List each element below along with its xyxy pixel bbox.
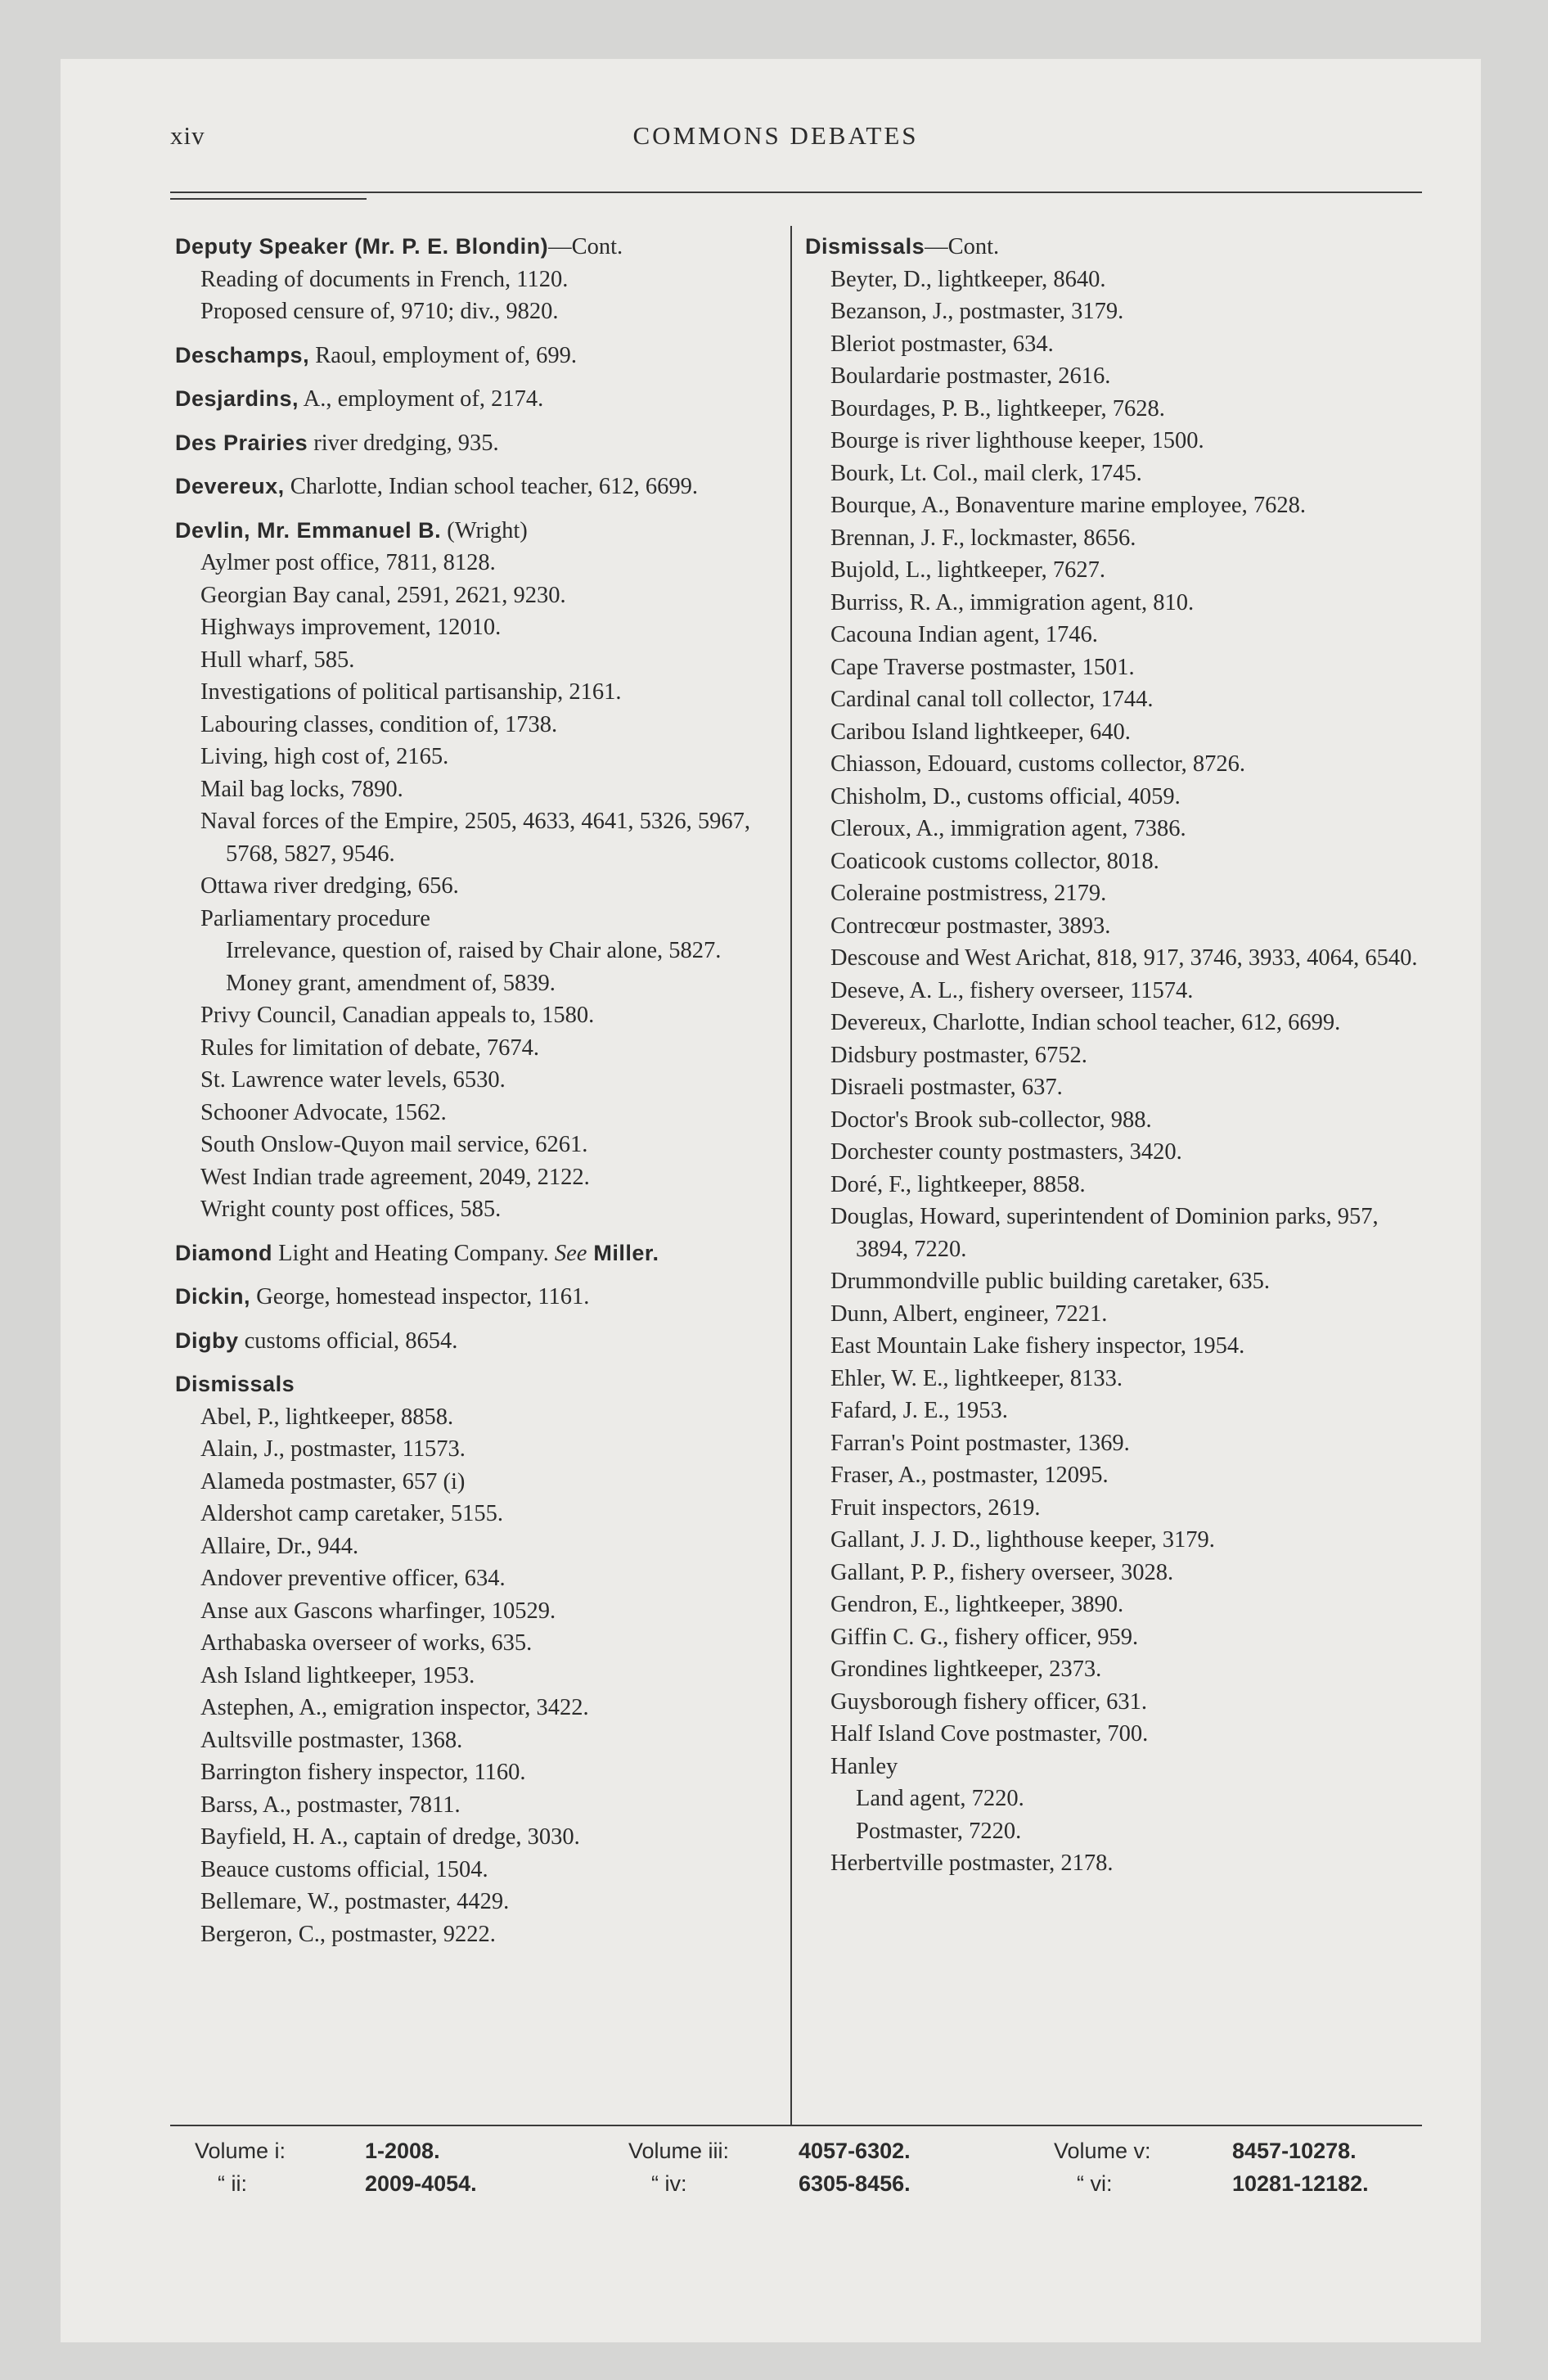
index-subentry (175, 1854, 781, 1886)
index-text: Light and Heating Company. (272, 1240, 555, 1266)
index-text: Gendron, E., lightkeeper, 3890. (830, 1592, 1124, 1617)
index-text: Bezanson, J., postmaster, 3179. (830, 299, 1124, 324)
index-subentry (805, 1783, 1419, 1815)
index-text: Cleroux, A., immigration agent, 7386. (830, 816, 1186, 841)
index-text: Money grant, amendment of, 5839. (226, 970, 556, 996)
index-subentry (175, 547, 781, 579)
index-text: Dunn, Albert, engineer, 7221. (830, 1300, 1108, 1327)
index-heading: Deputy Speaker (Mr. P. E. Blondin) (175, 234, 549, 259)
index-subentry (175, 1193, 781, 1226)
index-text: Anse aux Gascons wharfinger, 10529. (200, 1598, 556, 1624)
index-heading-entry (175, 1281, 781, 1314)
volume-range: 2009-4054. (365, 2171, 477, 2196)
volume-range: 10281-12182. (1232, 2171, 1369, 2196)
index-text: —Cont. (925, 234, 1000, 259)
index-text: Bleriot postmaster, 634. (830, 331, 1054, 357)
index-heading-entry (805, 231, 1419, 264)
index-text: Schooner Advocate, 1562. (200, 1099, 447, 1125)
index-subentry (805, 1815, 1419, 1848)
index-subentry (805, 1427, 1419, 1460)
index-subentry (175, 1032, 781, 1065)
index-heading: Digby (175, 1327, 239, 1353)
index-text: Postmaster, 7220. (856, 1818, 1022, 1844)
volume-label: “ vi: (1077, 2171, 1113, 2196)
index-text: Hanley (830, 1753, 898, 1779)
index-heading: Devlin, Mr. Emmanuel B. (175, 517, 442, 543)
index-text: Land agent, 7220. (856, 1786, 1024, 1811)
index-subentry (175, 611, 781, 644)
index-text: South Onslow-Quyon mail service, 6261. (200, 1132, 588, 1157)
index-subentry (805, 393, 1419, 426)
index-subentry (175, 1401, 781, 1434)
volume-range: 4057-6302. (799, 2139, 911, 2163)
index-text: Disraeli postmaster, 637. (830, 1075, 1063, 1100)
index-text: Gallant, J. J. D., lighthouse keeper, 3179. (830, 1527, 1215, 1553)
index-heading: Desjardins, (175, 386, 299, 411)
page-number: xiv (170, 121, 205, 150)
index-subentry (175, 1562, 781, 1595)
index-text: Mail bag locks, 7890. (200, 776, 403, 802)
cross-reference-heading: Miller. (587, 1240, 659, 1265)
index-subentry (805, 877, 1419, 910)
index-text: river dredging, 935. (308, 430, 499, 456)
volume-legend (195, 2134, 1422, 2208)
index-text: Aldershot camp caretaker, 5155. (200, 1501, 503, 1526)
index-subentry (175, 870, 781, 903)
index-subentry (175, 999, 781, 1032)
index-heading: Des Prairies (175, 430, 308, 455)
index-subentry (175, 1466, 781, 1499)
index-subentry (805, 1395, 1419, 1427)
index-text: Fafard, J. E., 1953. (830, 1398, 1008, 1423)
index-subentry (805, 489, 1419, 522)
index-text: Coleraine postmistress, 2179. (830, 881, 1107, 906)
index-subentry (805, 619, 1419, 651)
right-column (805, 231, 1419, 1880)
index-text: Aultsville postmaster, 1368. (200, 1727, 463, 1753)
index-text: (Wright) (441, 517, 528, 543)
index-text: Privy Council, Canadian appeals to, 1580. (200, 1003, 595, 1028)
index-text: Drummondville public building caretaker, 635. (830, 1269, 1271, 1294)
index-text: Beauce customs official, 1504. (200, 1856, 488, 1882)
index-subentry (175, 579, 781, 612)
index-subentry (175, 903, 781, 935)
see-reference: See (554, 1240, 587, 1266)
index-text: Cape Traverse postmaster, 1501. (830, 654, 1135, 680)
index-subentry (805, 975, 1419, 1007)
index-subentry (805, 1459, 1419, 1492)
index-subentry (175, 264, 781, 296)
index-subentry (805, 1686, 1419, 1719)
index-text: Descouse and West Arichat, 818, 917, 3746, 3933, 4064, 6540. (830, 945, 1418, 971)
index-text: Ash Island lightkeeper, 1953. (200, 1662, 475, 1688)
index-text: Highways improvement, 12010. (200, 615, 502, 640)
index-text: Bujold, L., lightkeeper, 7627. (830, 557, 1106, 583)
index-text: Gallant, P. P., fishery overseer, 3028. (830, 1559, 1174, 1585)
index-subentry (805, 781, 1419, 814)
header-rule-short (170, 198, 367, 200)
index-subentry (805, 1653, 1419, 1686)
volume-label: Volume v: (1054, 2139, 1151, 2163)
index-text: Grondines lightkeeper, 2373. (830, 1657, 1102, 1682)
index-subentry (805, 425, 1419, 458)
index-subentry (175, 644, 781, 677)
index-subentry (805, 942, 1419, 975)
index-subentry (175, 1097, 781, 1129)
index-subentry (175, 773, 781, 806)
index-subentry (175, 967, 781, 1000)
index-text: Deseve, A. L., fishery overseer, 11574. (830, 977, 1194, 1003)
index-heading-entry (175, 1237, 781, 1270)
index-text: Cardinal canal toll collector, 1744. (830, 687, 1154, 712)
index-subentry (805, 1201, 1419, 1265)
index-subentry (175, 1161, 781, 1194)
index-text: Half Island Cove postmaster, 700. (830, 1721, 1149, 1747)
index-subentry (175, 1530, 781, 1563)
index-subentry (175, 1498, 781, 1530)
index-text: A., employment of, 2174. (299, 386, 544, 412)
index-text: Proposed censure of, 9710; div., 9820. (200, 299, 559, 324)
header-rule (170, 192, 1422, 193)
index-heading: Devereux, (175, 474, 285, 498)
index-text: Cacouna Indian agent, 1746. (830, 622, 1098, 647)
index-subentry (805, 360, 1419, 393)
index-text: Ottawa river dredging, 656. (200, 873, 459, 899)
index-heading-entry (175, 427, 781, 460)
index-heading-entry (175, 471, 781, 503)
left-column (175, 231, 781, 1950)
index-heading-entry (175, 383, 781, 416)
index-subentry (805, 458, 1419, 490)
index-text: Bergeron, C., postmaster, 9222. (200, 1921, 496, 1947)
index-subentry (175, 1692, 781, 1724)
index-text: Investigations of political partisanship, 2161. (200, 679, 622, 705)
index-text: Brennan, J. F., lockmaster, 8656. (830, 525, 1136, 551)
index-subentry (805, 1718, 1419, 1751)
index-text: Coaticook customs collector, 8018. (830, 848, 1159, 874)
index-subentry (805, 1169, 1419, 1201)
index-text: Chisholm, D., customs official, 4059. (830, 783, 1181, 809)
index-subentry (175, 295, 781, 328)
index-subentry (805, 1136, 1419, 1169)
index-subentry (805, 716, 1419, 749)
index-subentry (175, 1660, 781, 1693)
index-text: Barrington fishery inspector, 1160. (200, 1760, 526, 1785)
index-subentry (805, 587, 1419, 620)
index-text: Labouring classes, condition of, 1738. (200, 711, 558, 737)
index-subentry (805, 1524, 1419, 1557)
index-text: Irrelevance, question of, raised by Chair alone, 5827. (226, 938, 722, 963)
index-subentry (175, 1724, 781, 1757)
index-heading: Dismissals (805, 234, 925, 259)
index-subentry (805, 813, 1419, 845)
index-text: Aylmer post office, 7811, 8128. (200, 550, 496, 575)
index-text: Ehler, W. E., lightkeeper, 8133. (830, 1365, 1123, 1391)
index-text: Didsbury postmaster, 6752. (830, 1042, 1087, 1068)
index-subentry (175, 741, 781, 773)
index-subentry (175, 935, 781, 967)
index-heading: Dickin, (175, 1284, 251, 1309)
index-text: Rules for limitation of debate, 7674. (200, 1034, 539, 1061)
index-subentry (805, 295, 1419, 328)
index-subentry (805, 845, 1419, 878)
index-subentry (175, 709, 781, 741)
footer-rule (170, 2125, 1422, 2126)
index-subentry (805, 1039, 1419, 1072)
index-text: West Indian trade agreement, 2049, 2122. (200, 1164, 590, 1190)
index-text: —Cont. (548, 234, 623, 259)
index-subentry (175, 1627, 781, 1660)
index-text: Naval forces of the Empire, 2505, 4633, 4641, 5326, 5967, 5768, 5827, 9546. (200, 809, 750, 867)
index-subentry (805, 1847, 1419, 1880)
index-text: Caribou Island lightkeeper, 640. (830, 719, 1131, 745)
index-text: Raoul, employment of, 699. (309, 342, 577, 368)
index-text: Bourk, Lt. Col., mail clerk, 1745. (830, 460, 1142, 486)
index-subentry (175, 805, 781, 870)
volume-label: Volume i: (195, 2139, 286, 2163)
index-heading-entry (175, 340, 781, 372)
index-text: Herbertville postmaster, 2178. (830, 1850, 1114, 1876)
index-text: Contrecœur postmaster, 3893. (830, 913, 1111, 939)
index-text: Wright county post offices, 585. (200, 1197, 502, 1222)
index-text: Douglas, Howard, superintendent of Dominion parks, 957, 3894, 7220. (830, 1204, 1379, 1262)
index-text: Arthabaska overseer of works, 635. (200, 1630, 533, 1656)
index-heading-entry (175, 515, 781, 548)
index-heading-entry (175, 231, 781, 264)
index-text: Reading of documents in French, 1120. (200, 266, 569, 292)
index-text: Charlotte, Indian school teacher, 612, 6699. (284, 474, 698, 499)
volume-label: Volume iii: (628, 2139, 730, 2163)
volume-range: 1-2008. (365, 2139, 440, 2163)
index-subentry (805, 910, 1419, 943)
index-text: Bourque, A., Bonaventure marine employee, 7628. (830, 493, 1306, 518)
index-subentry (805, 1621, 1419, 1654)
index-text: Dorchester county postmasters, 3420. (830, 1139, 1182, 1165)
volume-range: 6305-8456. (799, 2171, 911, 2196)
index-subentry (175, 1595, 781, 1628)
index-text: Georgian Bay canal, 2591, 2621, 9230. (200, 582, 566, 608)
index-text: Andover preventive officer, 634. (200, 1566, 506, 1591)
index-subentry (805, 1298, 1419, 1331)
index-text: Bourdages, P. B., lightkeeper, 7628. (830, 395, 1165, 421)
index-subentry (805, 651, 1419, 684)
index-text: Burriss, R. A., immigration agent, 810. (830, 589, 1195, 615)
index-text: Chiasson, Edouard, customs collector, 8726. (830, 751, 1246, 777)
index-subentry (805, 1007, 1419, 1039)
index-text: customs official, 8654. (238, 1327, 458, 1354)
index-text: Bayfield, H. A., captain of dredge, 3030. (200, 1824, 580, 1850)
index-text: Farran's Point postmaster, 1369. (830, 1430, 1130, 1456)
index-text: Alameda postmaster, 657 (i) (200, 1468, 466, 1494)
index-heading-entry (175, 1368, 781, 1401)
volume-label: “ ii: (218, 2171, 247, 2196)
index-subentry (805, 328, 1419, 361)
volume-range: 8457-10278. (1232, 2139, 1357, 2163)
index-text: Barss, A., postmaster, 7811. (200, 1792, 461, 1818)
index-text: Astephen, A., emigration inspector, 3422. (200, 1695, 589, 1720)
index-text: St. Lawrence water levels, 6530. (200, 1067, 506, 1093)
index-text: Abel, P., lightkeeper, 8858. (200, 1404, 454, 1430)
index-text: Fraser, A., postmaster, 12095. (830, 1463, 1109, 1488)
index-text: Beyter, D., lightkeeper, 8640. (830, 266, 1106, 292)
index-subentry (805, 1363, 1419, 1395)
running-title: COMMONS DEBATES (632, 121, 919, 150)
index-subentry (805, 1330, 1419, 1363)
index-subentry (805, 1557, 1419, 1589)
index-text: Giffin C. G., fishery officer, 959. (830, 1624, 1139, 1650)
page-header (170, 121, 1381, 162)
index-text: Bellemare, W., postmaster, 4429. (200, 1889, 510, 1914)
index-text: Hull wharf, 585. (200, 647, 355, 673)
index-text: Fruit inspectors, 2619. (830, 1494, 1041, 1521)
index-subentry (175, 676, 781, 709)
index-subentry (805, 522, 1419, 555)
index-page (61, 59, 1481, 2342)
index-text: Alain, J., postmaster, 11573. (200, 1436, 466, 1462)
index-subentry (805, 1589, 1419, 1621)
index-subentry (805, 264, 1419, 296)
index-text: East Mountain Lake fishery inspector, 1954. (830, 1333, 1245, 1359)
index-subentry (175, 1064, 781, 1097)
index-text: Allaire, Dr., 944. (200, 1533, 359, 1559)
index-subentry (175, 1433, 781, 1466)
index-text: Boulardarie postmaster, 2616. (830, 363, 1111, 389)
index-text: Devereux, Charlotte, Indian school teacher, 612, 6699. (830, 1010, 1341, 1035)
index-subentry (175, 1918, 781, 1951)
volume-label: “ iv: (651, 2171, 687, 2196)
index-text: Bourge is river lighthouse keeper, 1500. (830, 428, 1204, 453)
index-text: Parliamentary procedure (200, 905, 430, 931)
index-text: Doré, F., lightkeeper, 8858. (830, 1171, 1086, 1197)
index-subentry (805, 1071, 1419, 1104)
index-subentry (805, 683, 1419, 716)
index-heading: Dismissals (175, 1372, 295, 1396)
index-text: George, homestead inspector, 1161. (250, 1284, 590, 1309)
index-subentry (805, 1751, 1419, 1783)
index-subentry (805, 1265, 1419, 1298)
index-subentry (805, 1104, 1419, 1137)
index-subentry (805, 748, 1419, 781)
index-heading: Deschamps, (175, 342, 310, 367)
index-text: Guysborough fishery officer, 631. (830, 1688, 1147, 1715)
column-divider (790, 226, 792, 2125)
index-text: Living, high cost of, 2165. (200, 744, 449, 769)
index-subentry (805, 1492, 1419, 1525)
index-subentry (175, 1129, 781, 1161)
index-subentry (805, 554, 1419, 587)
index-subentry (175, 1821, 781, 1854)
index-subentry (175, 1886, 781, 1918)
index-subentry (175, 1789, 781, 1822)
index-text: Doctor's Brook sub-collector, 988. (830, 1107, 1152, 1133)
index-subentry (175, 1756, 781, 1789)
index-heading: Diamond (175, 1240, 273, 1265)
index-heading-entry (175, 1325, 781, 1358)
